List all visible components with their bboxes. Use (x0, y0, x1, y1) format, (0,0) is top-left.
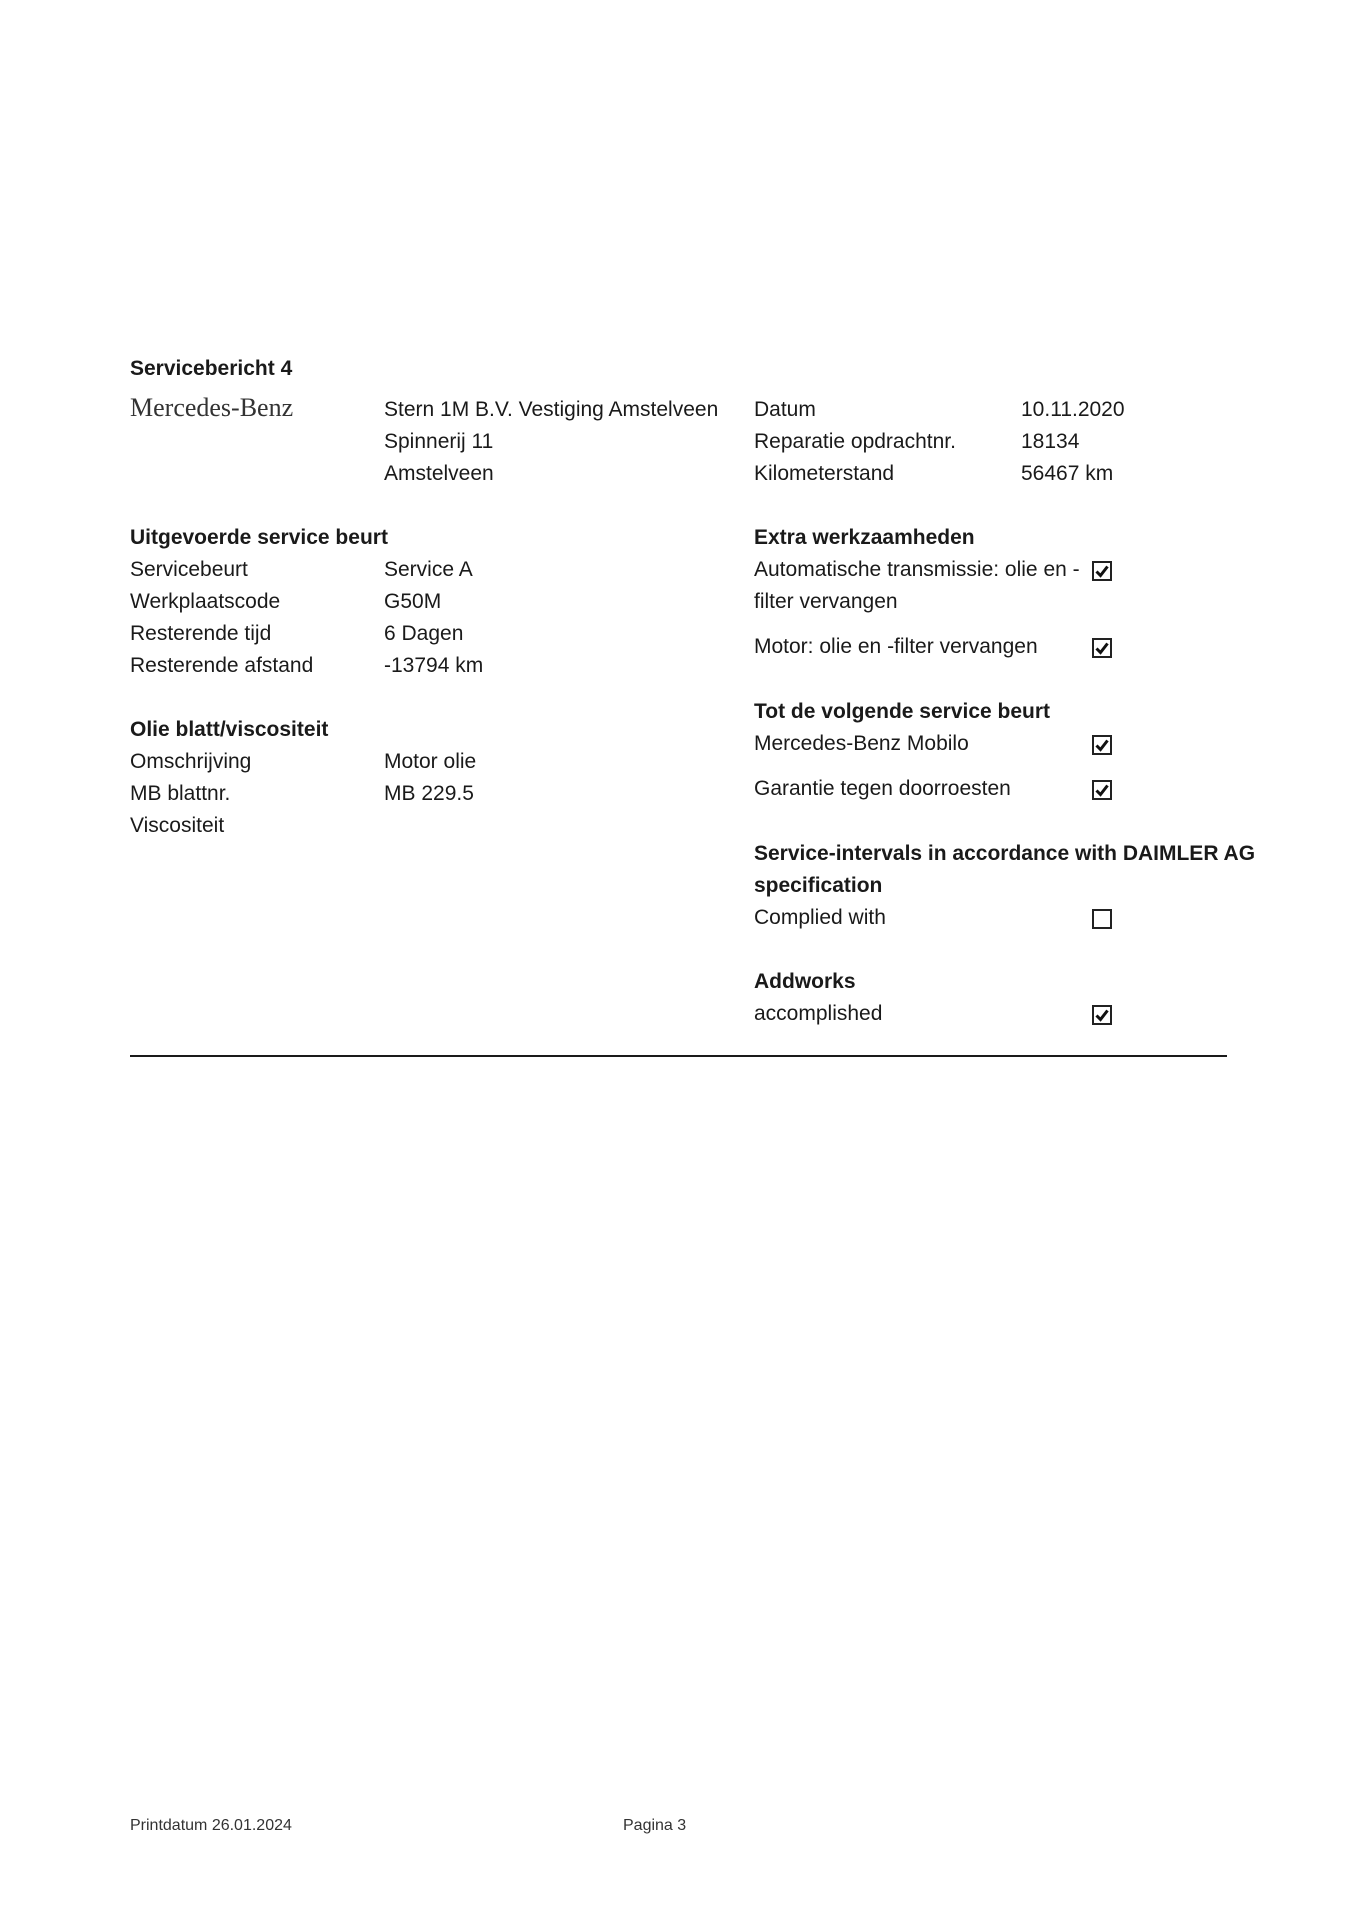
meta-value-mileage: 56467 km (1021, 462, 1114, 485)
oil-heading: Olie blatt/viscositeit (130, 718, 329, 741)
dealer-city: Amstelveen (384, 462, 494, 485)
meta-value-date: 10.11.2020 (1021, 398, 1125, 421)
extra-item-label: Motor: olie en -filter vervangen (754, 635, 1038, 658)
intervals-heading-cont: specification (754, 874, 883, 897)
oil-label: Omschrijving (130, 750, 252, 773)
intervals-item-label: Complied with (754, 906, 886, 929)
checkbox[interactable] (1092, 780, 1112, 800)
meta-label-date: Datum (754, 398, 816, 421)
page-number: Pagina 3 (623, 1817, 687, 1834)
dealer-street: Spinnerij 11 (384, 430, 494, 453)
meta-value-order: 18134 (1021, 430, 1080, 453)
service-label: Resterende tijd (130, 622, 272, 645)
addworks-heading: Addworks (754, 970, 856, 993)
oil-label: MB blattnr. (130, 782, 231, 805)
addworks-item-label: accomplished (754, 1002, 883, 1025)
checkbox[interactable] (1092, 909, 1112, 929)
extra-item-label: Automatische transmissie: olie en - (754, 558, 1080, 581)
next-item-label: Garantie tegen doorroesten (754, 777, 1011, 800)
service-label: Servicebeurt (130, 558, 248, 581)
service-value: 6 Dagen (384, 622, 464, 645)
checkbox[interactable] (1092, 1005, 1112, 1025)
checkmark-icon (1095, 738, 1109, 752)
service-label: Werkplaatscode (130, 590, 281, 613)
checkmark-icon (1095, 641, 1109, 655)
extra-item-label: filter vervangen (754, 590, 898, 613)
section-divider (130, 1055, 1227, 1057)
next-item-label: Mercedes-Benz Mobilo (754, 732, 969, 755)
checkmark-icon (1095, 564, 1109, 578)
meta-label-mileage: Kilometerstand (754, 462, 895, 485)
next-heading: Tot de volgende service beurt (754, 700, 1051, 723)
service-label: Resterende afstand (130, 654, 314, 677)
checkbox[interactable] (1092, 561, 1112, 581)
meta-label-order: Reparatie opdrachtnr. (754, 430, 956, 453)
service-value: G50M (384, 590, 442, 613)
oil-label: Viscositeit (130, 814, 225, 837)
service-value: -13794 km (384, 654, 484, 677)
oil-value: MB 229.5 (384, 782, 474, 805)
print-date: Printdatum 26.01.2024 (130, 1817, 292, 1834)
checkmark-icon (1095, 783, 1109, 797)
extra-heading: Extra werkzaamheden (754, 526, 975, 549)
service-value: Service A (384, 558, 473, 581)
oil-value: Motor olie (384, 750, 477, 773)
dealer-name: Stern 1M B.V. Vestiging Amstelveen (384, 398, 719, 421)
checkbox[interactable] (1092, 735, 1112, 755)
checkmark-icon (1095, 1008, 1109, 1022)
brand-logo-text: Mercedes-Benz (130, 393, 294, 422)
page-title: Servicebericht 4 (130, 357, 293, 380)
checkbox[interactable] (1092, 638, 1112, 658)
service-heading: Uitgevoerde service beurt (130, 526, 388, 549)
intervals-heading: Service-intervals in accordance with DAIMLER AG (754, 842, 1256, 865)
